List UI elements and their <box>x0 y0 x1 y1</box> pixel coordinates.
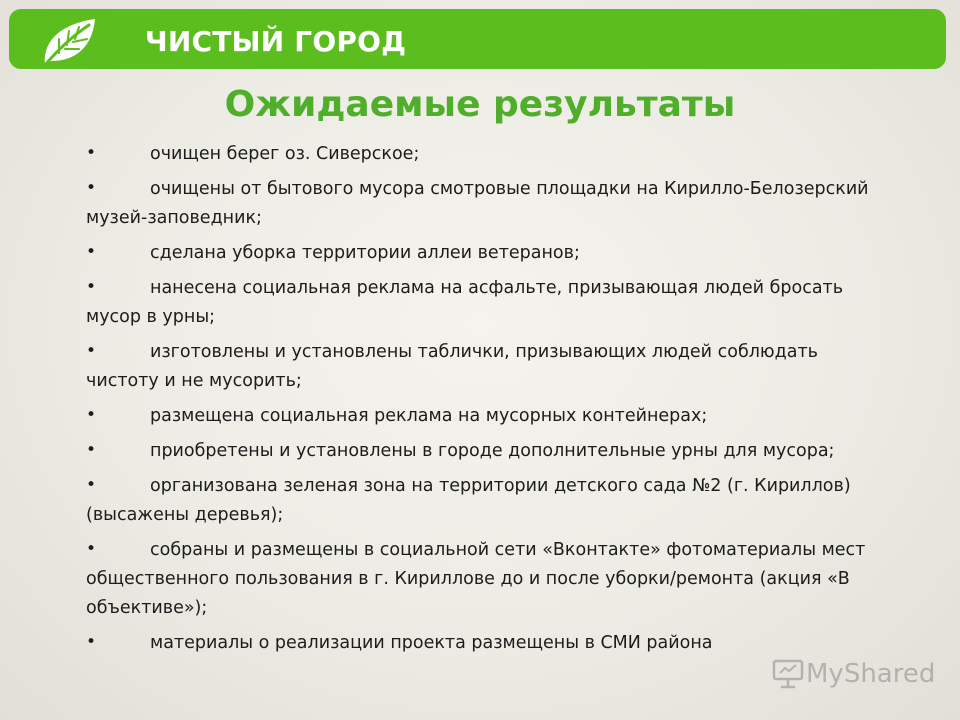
header-banner <box>9 9 946 69</box>
list-item <box>86 140 896 169</box>
bullet-icon: • <box>86 539 97 559</box>
list-item <box>86 472 896 530</box>
list-item-text: изготовлены и установлены таблички, призывающих людей соблюдать чистоту и не мусорить; <box>86 342 818 391</box>
list-item <box>86 629 896 658</box>
bullet-icon: • <box>86 440 97 460</box>
list-item <box>86 175 896 233</box>
brand-title: ЧИСТЫЙ ГОРОД <box>145 25 407 58</box>
list-item <box>86 437 896 466</box>
leaf-icon <box>37 15 101 69</box>
list-item-text: приобретены и установлены в городе дополнительные урны для мусора; <box>150 441 835 461</box>
list-item-text: организована зеленая зона на территории детского сада №2 (г. Кириллов) (высажены деревья); <box>86 476 851 525</box>
list-item <box>86 274 896 332</box>
list-item-text: нанесена социальная реклама на асфальте, призывающая людей бросать мусор в урны; <box>86 278 844 327</box>
bullet-icon: • <box>86 143 97 163</box>
list-item-text: собраны и размещены в социальной сети «Вконтакте» фотоматериалы мест общественного пользования в г. Кириллове до и после уборки/ремонта (акция «В объективе»); <box>86 540 866 618</box>
list-item <box>86 338 896 396</box>
bullet-icon: • <box>86 475 97 495</box>
bullet-icon: • <box>86 341 97 361</box>
list-item-text: очищен берег оз. Сиверское; <box>150 144 420 164</box>
list-item-text: сделана уборка территории аллеи ветеранов; <box>150 243 580 263</box>
bullet-icon: • <box>86 242 97 262</box>
page-title: Ожидаемые результаты <box>224 84 736 125</box>
bullet-icon: • <box>86 632 97 652</box>
bullet-icon: • <box>86 178 97 198</box>
list-item <box>86 402 896 431</box>
watermark-text: MyShared <box>806 659 936 689</box>
bullet-icon: • <box>86 277 97 297</box>
bullet-icon: • <box>86 405 97 425</box>
list-item <box>86 536 896 623</box>
list-item-text: размещена социальная реклама на мусорных контейнерах; <box>150 406 708 426</box>
list-item-text: очищены от бытового мусора смотровые площадки на Кирилло-Белозерский музей-заповедник; <box>86 179 869 228</box>
list-item-text: материалы о реализации проекта размещены в СМИ района <box>150 633 713 653</box>
results-list <box>86 140 896 664</box>
presentation-board-icon <box>770 655 806 691</box>
list-item <box>86 239 896 268</box>
